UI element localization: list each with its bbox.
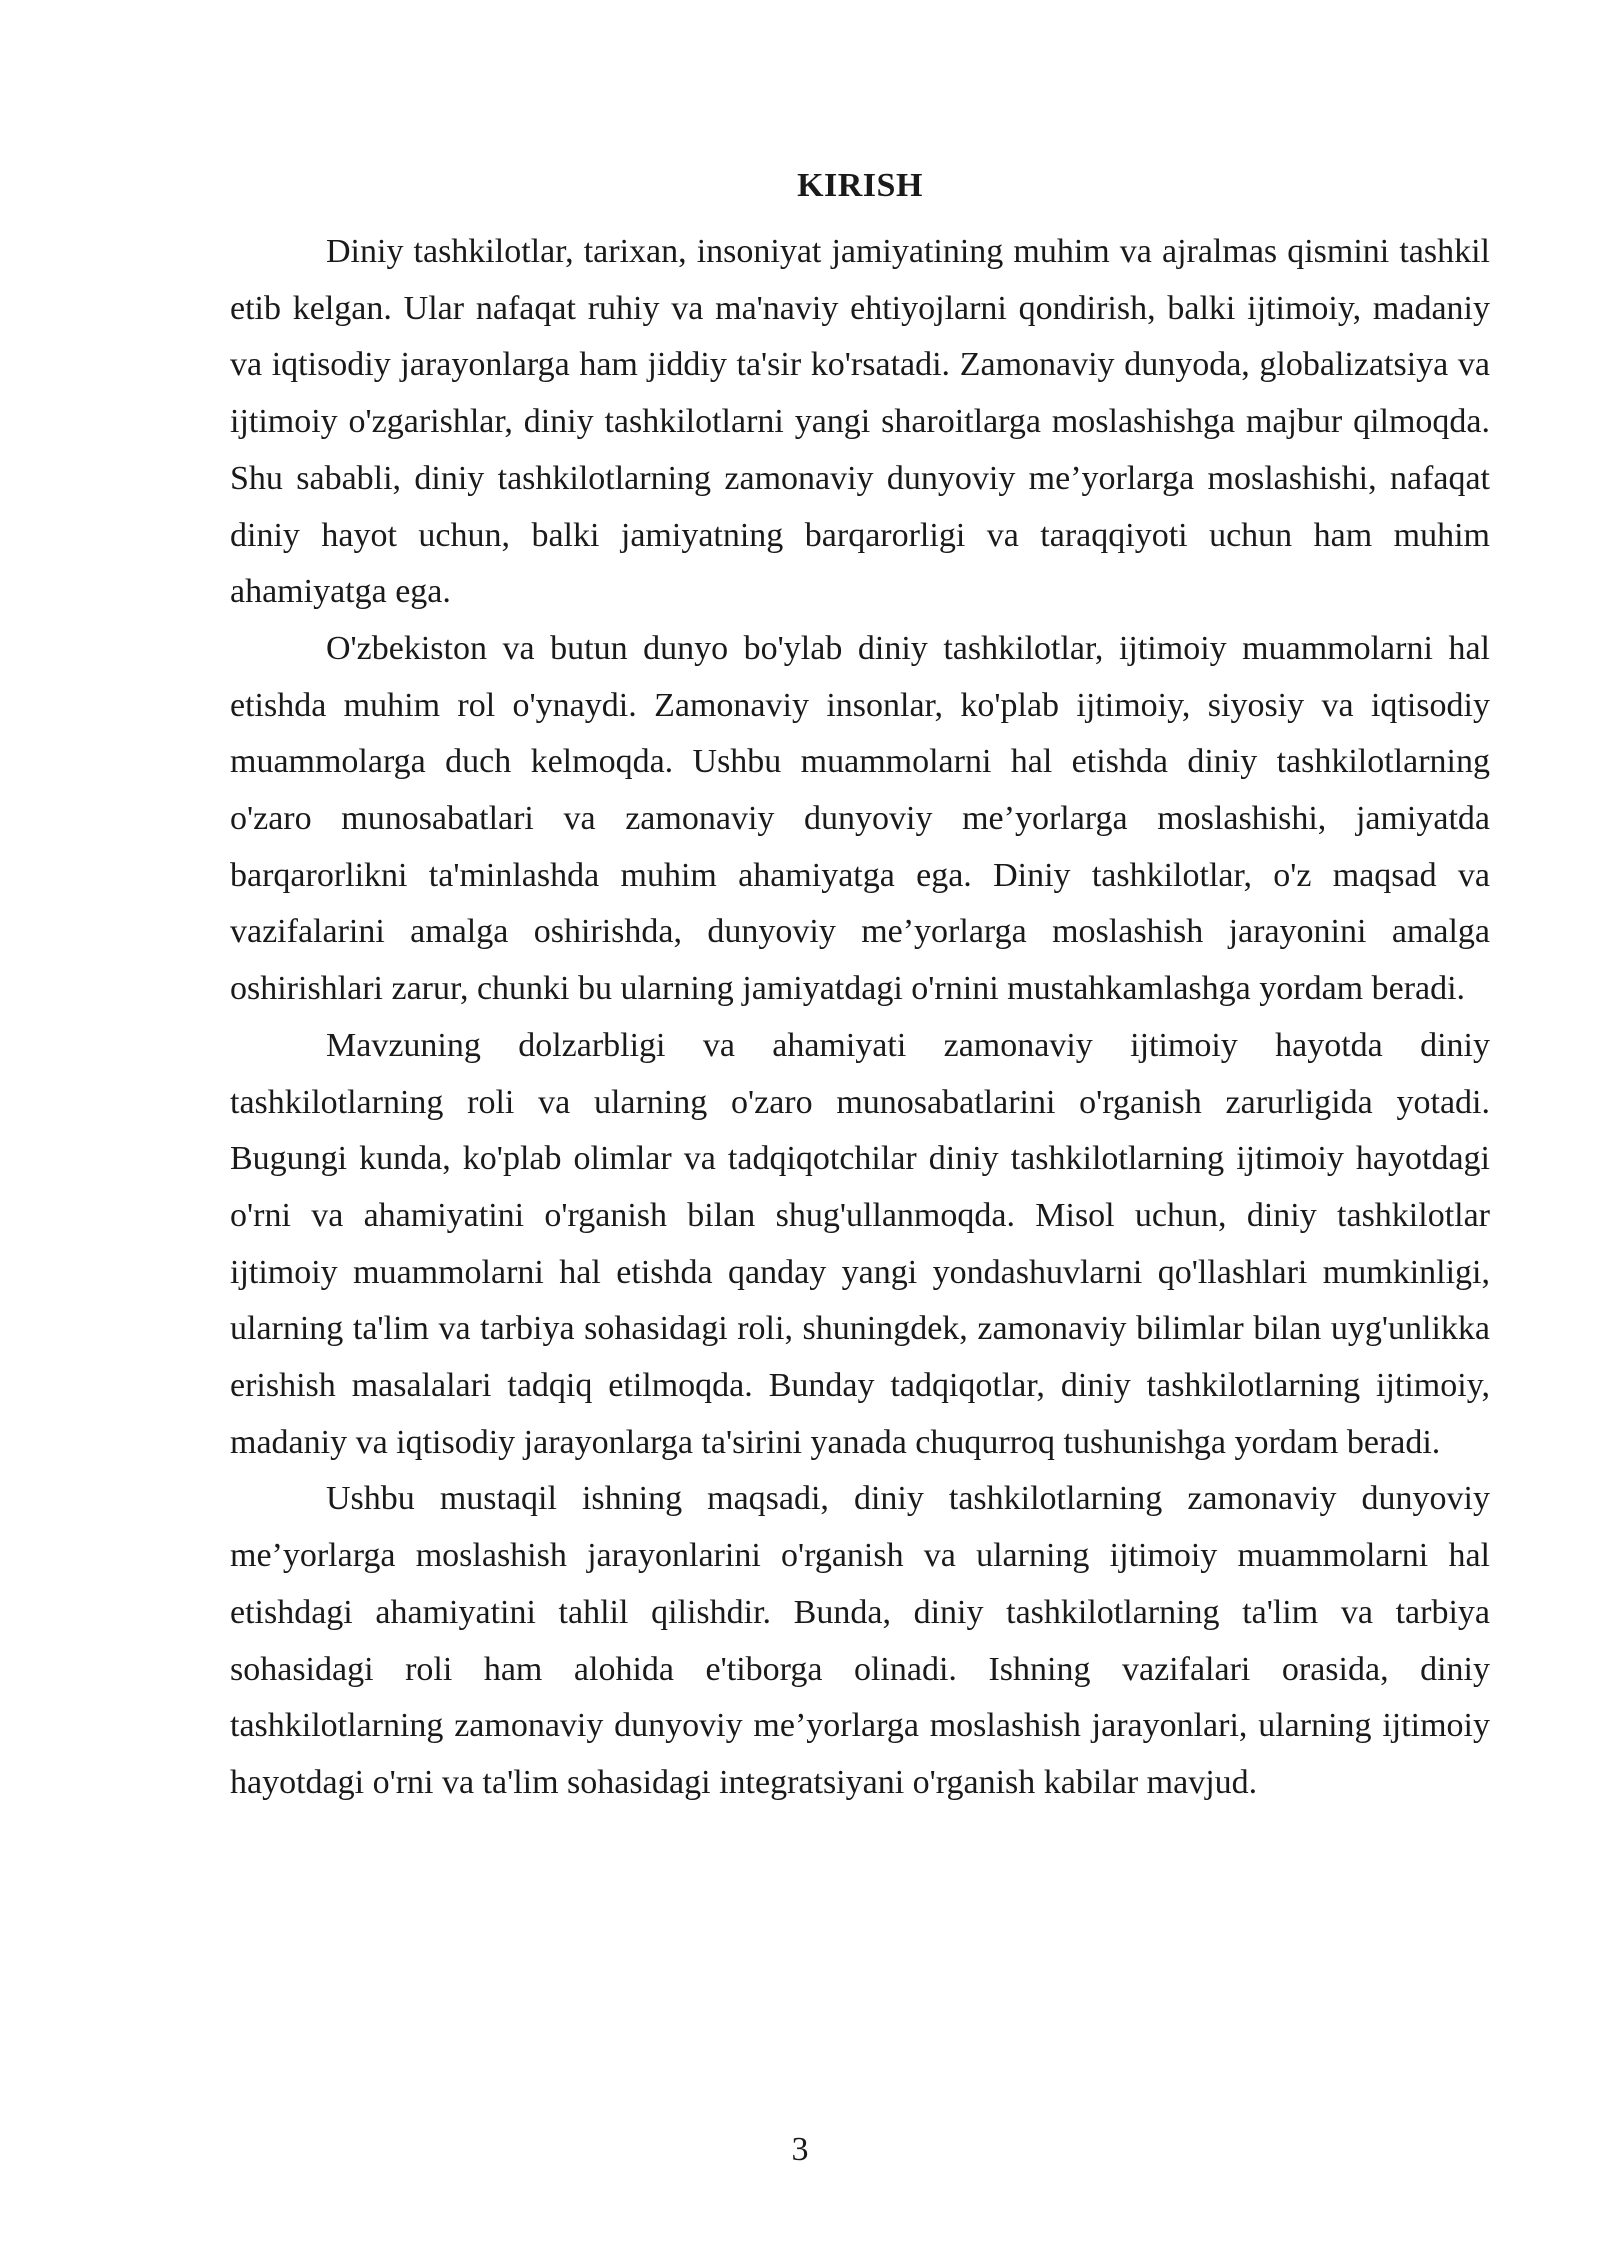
page-number: 3	[791, 2131, 809, 2168]
paragraph-1: Diniy tashkilotlar, tarixan, insoniyat jamiyatining muhim va ajralmas qismini tashkil etib kelgan. Ular nafaqat ruhiy va ma'naviy ehtiyojlarni qondirish, balki ijtimoiy, madaniy va iqtisodiy jarayonlarga ham jiddiy ta'sir ko'rsatadi. Zamonaviy dunyoda, globalizatsiya va ijtimoiy o'zgarishlar, diniy tashkilotlarni yangi sharoitlarga moslashishga majbur qilmoqda. Shu sababli, diniy tashkilotlarning zamonaviy dunyoviy me’yorlarga moslashishi, nafaqat diniy hayot uchun, balki jamiyatning barqarorligi va taraqqiyoti uchun ham muhim ahamiyatga ega.	[230, 233, 1490, 611]
paragraph-2: O'zbekiston va butun dunyo bo'ylab diniy tashkilotlar, ijtimoiy muammolarni hal etishda muhim rol o'ynaydi. Zamonaviy insonlar, ko'plab ijtimoiy, siyosiy va iqtisodiy muammolarga duch kelmoqda. Ushbu muammolarni hal etishda diniy tashkilotlarning o'zaro munosabatlari va zamonaviy dunyoviy me’yorlarga moslashishi, jamiyatda barqarorlikni ta'minlashda muhim ahamiyatga ega. Diniy tashkilotlar, o'z maqsad va vazifalarini amalga oshirishda, dunyoviy me’yorlarga moslashish jarayonini amalga oshirishlari zarur, chunki bu ularning jamiyatdagi o'rnini mustahkamlashga yordam beradi.	[230, 629, 1490, 1008]
section-title: KIRISH	[797, 167, 923, 204]
paragraph-3: Mavzuning dolzarbligi va ahamiyati zamonaviy ijtimoiy hayotda diniy tashkilotlarning roli va ularning o'zaro munosabatlarini o'rganish zarurligida yotadi. Bugungi kunda, ko'plab olimlar va tadqiqotchilar diniy tashkilotlarning ijtimoiy hayotdagi o'rni va ahamiyatini o'rganish bilan shug'ullanmoqda. Misol uchun, diniy tashkilotlar ijtimoiy muammolarni hal etishda qanday yangi yondashuvlarni qo'llashlari mumkinligi, ularning ta'lim va tarbiya sohasidagi roli, shuningdek, zamonaviy bilimlar bilan uyg'unlikka erishish masalalari tadqiq etilmoqda. Bunday tadqiqotlar, diniy tashkilotlarning ijtimoiy, madaniy va iqtisodiy jarayonlarga ta'sirini yanada chuqurroq tushunishga yordam beradi.	[230, 1026, 1490, 1461]
page-content	[230, 160, 1490, 1812]
paragraph-4: Ushbu mustaqil ishning maqsadi, diniy tashkilotlarning zamonaviy dunyoviy me’yorlarga moslashish jarayonlarini o'rganish va ularning ijtimoiy muammolarni hal etishdagi ahamiyatini tahlil qilishdir. Bunda, diniy tashkilotlarning ta'lim va tarbiya sohasidagi roli ham alohida e'tiborga olinadi. Ishning vazifalari orasida, diniy tashkilotlarning zamonaviy dunyoviy me’yorlarga moslashish jarayonlari, ularning ijtimoiy hayotdagi o'rni va ta'lim sohasidagi integratsiyani o'rganish kabilar mavjud.	[230, 1480, 1490, 1801]
